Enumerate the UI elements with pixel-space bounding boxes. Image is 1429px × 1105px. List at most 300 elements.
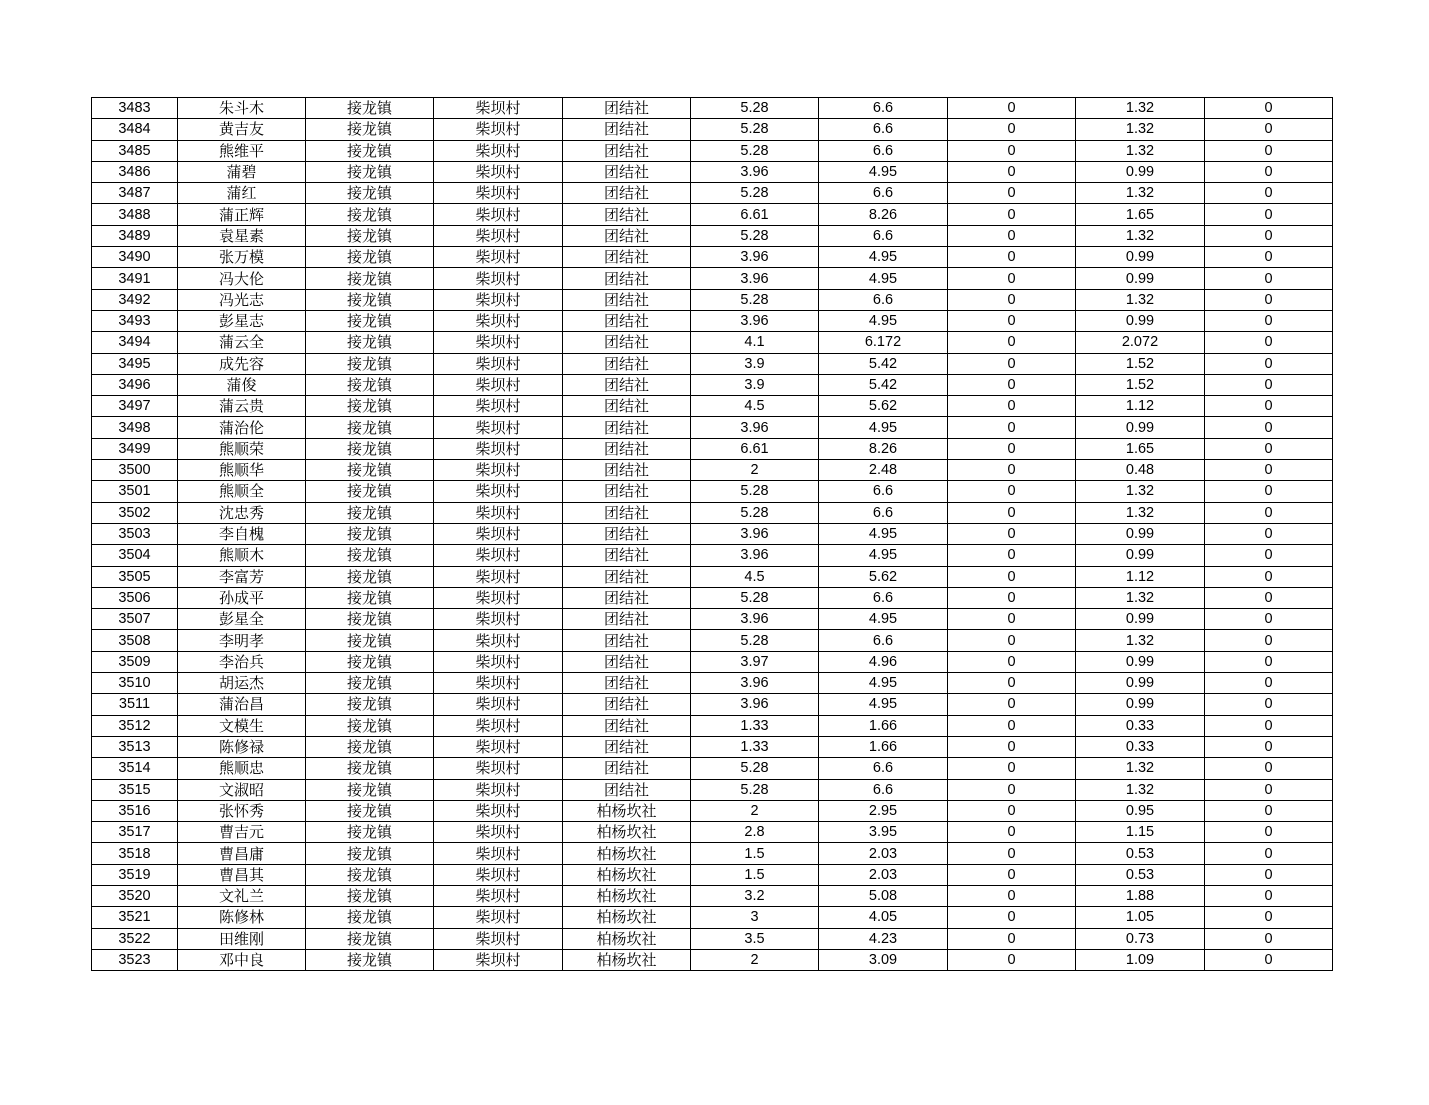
value-1-cell: 2.8 — [691, 822, 819, 843]
name-cell: 彭星志 — [178, 310, 306, 331]
value-2-cell: 2.03 — [819, 843, 948, 864]
table-row — [92, 609, 1333, 630]
value-1-cell: 1.33 — [691, 736, 819, 757]
village-cell: 柴坝村 — [434, 694, 563, 715]
value-4-cell: 1.12 — [1076, 566, 1205, 587]
village-cell: 柴坝村 — [434, 332, 563, 353]
name-cell: 张万模 — [178, 247, 306, 268]
value-5-cell: 0 — [1205, 587, 1333, 608]
village-cell: 柴坝村 — [434, 310, 563, 331]
value-1-cell: 3.96 — [691, 417, 819, 438]
value-1-cell: 3.2 — [691, 885, 819, 906]
row-id-cell: 3511 — [92, 694, 178, 715]
value-3-cell: 0 — [948, 843, 1076, 864]
group-cell: 柏杨坎社 — [563, 928, 691, 949]
town-cell: 接龙镇 — [306, 928, 434, 949]
group-cell: 柏杨坎社 — [563, 843, 691, 864]
town-cell: 接龙镇 — [306, 673, 434, 694]
value-4-cell: 0.99 — [1076, 609, 1205, 630]
row-id-cell: 3505 — [92, 566, 178, 587]
name-cell: 沈忠秀 — [178, 502, 306, 523]
town-cell: 接龙镇 — [306, 310, 434, 331]
value-4-cell: 1.32 — [1076, 587, 1205, 608]
value-5-cell: 0 — [1205, 630, 1333, 651]
town-cell: 接龙镇 — [306, 587, 434, 608]
value-5-cell: 0 — [1205, 353, 1333, 374]
row-id-cell: 3493 — [92, 310, 178, 331]
value-3-cell: 0 — [948, 864, 1076, 885]
row-id-cell: 3488 — [92, 204, 178, 225]
town-cell: 接龙镇 — [306, 800, 434, 821]
name-cell: 朱斗木 — [178, 98, 306, 119]
value-2-cell: 4.95 — [819, 268, 948, 289]
value-1-cell: 3.9 — [691, 353, 819, 374]
row-id-cell: 3515 — [92, 779, 178, 800]
village-cell: 柴坝村 — [434, 119, 563, 140]
table-row — [92, 417, 1333, 438]
value-5-cell: 0 — [1205, 822, 1333, 843]
value-1-cell: 3.96 — [691, 247, 819, 268]
value-1-cell: 2 — [691, 800, 819, 821]
value-2-cell: 8.26 — [819, 438, 948, 459]
row-id-cell: 3516 — [92, 800, 178, 821]
value-3-cell: 0 — [948, 907, 1076, 928]
row-id-cell: 3519 — [92, 864, 178, 885]
value-2-cell: 4.95 — [819, 161, 948, 182]
town-cell: 接龙镇 — [306, 140, 434, 161]
table-row — [92, 98, 1333, 119]
value-2-cell: 4.96 — [819, 651, 948, 672]
value-2-cell: 6.6 — [819, 98, 948, 119]
group-cell: 团结社 — [563, 438, 691, 459]
row-id-cell: 3492 — [92, 289, 178, 310]
name-cell: 黄吉友 — [178, 119, 306, 140]
group-cell: 柏杨坎社 — [563, 907, 691, 928]
group-cell: 团结社 — [563, 374, 691, 395]
name-cell: 田维刚 — [178, 928, 306, 949]
table-row — [92, 779, 1333, 800]
value-5-cell: 0 — [1205, 864, 1333, 885]
name-cell: 成先容 — [178, 353, 306, 374]
name-cell: 李明孝 — [178, 630, 306, 651]
name-cell: 曹昌庸 — [178, 843, 306, 864]
name-cell: 文淑昭 — [178, 779, 306, 800]
table-row — [92, 885, 1333, 906]
value-2-cell: 4.95 — [819, 247, 948, 268]
name-cell: 熊顺华 — [178, 460, 306, 481]
table-row — [92, 460, 1333, 481]
value-2-cell: 6.172 — [819, 332, 948, 353]
value-3-cell: 0 — [948, 694, 1076, 715]
row-id-cell: 3504 — [92, 545, 178, 566]
value-3-cell: 0 — [948, 609, 1076, 630]
town-cell: 接龙镇 — [306, 247, 434, 268]
value-2-cell: 6.6 — [819, 758, 948, 779]
name-cell: 李治兵 — [178, 651, 306, 672]
value-5-cell: 0 — [1205, 161, 1333, 182]
row-id-cell: 3510 — [92, 673, 178, 694]
village-cell: 柴坝村 — [434, 353, 563, 374]
town-cell: 接龙镇 — [306, 694, 434, 715]
group-cell: 团结社 — [563, 140, 691, 161]
group-cell: 团结社 — [563, 566, 691, 587]
value-3-cell: 0 — [948, 161, 1076, 182]
value-3-cell: 0 — [948, 98, 1076, 119]
value-1-cell: 5.28 — [691, 758, 819, 779]
table-row — [92, 332, 1333, 353]
row-id-cell: 3490 — [92, 247, 178, 268]
value-5-cell: 0 — [1205, 843, 1333, 864]
name-cell: 熊顺忠 — [178, 758, 306, 779]
group-cell: 团结社 — [563, 758, 691, 779]
group-cell: 团结社 — [563, 183, 691, 204]
value-4-cell: 0.53 — [1076, 843, 1205, 864]
value-1-cell: 1.5 — [691, 864, 819, 885]
value-5-cell: 0 — [1205, 140, 1333, 161]
name-cell: 曹昌其 — [178, 864, 306, 885]
value-1-cell: 3.96 — [691, 545, 819, 566]
value-5-cell: 0 — [1205, 417, 1333, 438]
value-4-cell: 1.32 — [1076, 140, 1205, 161]
name-cell: 熊维平 — [178, 140, 306, 161]
village-cell: 柴坝村 — [434, 523, 563, 544]
value-5-cell: 0 — [1205, 247, 1333, 268]
table-row — [92, 268, 1333, 289]
value-3-cell: 0 — [948, 481, 1076, 502]
table-row — [92, 289, 1333, 310]
value-1-cell: 4.1 — [691, 332, 819, 353]
table-row — [92, 140, 1333, 161]
value-3-cell: 0 — [948, 949, 1076, 970]
value-1-cell: 5.28 — [691, 481, 819, 502]
group-cell: 团结社 — [563, 268, 691, 289]
value-5-cell: 0 — [1205, 438, 1333, 459]
value-3-cell: 0 — [948, 119, 1076, 140]
row-id-cell: 3502 — [92, 502, 178, 523]
value-3-cell: 0 — [948, 417, 1076, 438]
village-cell: 柴坝村 — [434, 438, 563, 459]
row-id-cell: 3491 — [92, 268, 178, 289]
row-id-cell: 3509 — [92, 651, 178, 672]
town-cell: 接龙镇 — [306, 460, 434, 481]
village-cell: 柴坝村 — [434, 736, 563, 757]
group-cell: 团结社 — [563, 502, 691, 523]
value-4-cell: 0.99 — [1076, 651, 1205, 672]
name-cell: 蒲红 — [178, 183, 306, 204]
table-row — [92, 183, 1333, 204]
value-5-cell: 0 — [1205, 204, 1333, 225]
value-5-cell: 0 — [1205, 907, 1333, 928]
town-cell: 接龙镇 — [306, 736, 434, 757]
name-cell: 李自槐 — [178, 523, 306, 544]
group-cell: 团结社 — [563, 523, 691, 544]
group-cell: 团结社 — [563, 310, 691, 331]
value-3-cell: 0 — [948, 630, 1076, 651]
row-id-cell: 3485 — [92, 140, 178, 161]
value-3-cell: 0 — [948, 736, 1076, 757]
value-2-cell: 4.95 — [819, 545, 948, 566]
name-cell: 彭星全 — [178, 609, 306, 630]
village-cell: 柴坝村 — [434, 460, 563, 481]
name-cell: 蒲俊 — [178, 374, 306, 395]
table-row — [92, 843, 1333, 864]
value-2-cell: 6.6 — [819, 502, 948, 523]
value-4-cell: 1.88 — [1076, 885, 1205, 906]
village-cell: 柴坝村 — [434, 140, 563, 161]
value-1-cell: 5.28 — [691, 119, 819, 140]
value-5-cell: 0 — [1205, 225, 1333, 246]
row-id-cell: 3487 — [92, 183, 178, 204]
value-1-cell: 5.28 — [691, 140, 819, 161]
value-4-cell: 0.53 — [1076, 864, 1205, 885]
table-row — [92, 161, 1333, 182]
value-5-cell: 0 — [1205, 289, 1333, 310]
village-cell: 柴坝村 — [434, 545, 563, 566]
row-id-cell: 3494 — [92, 332, 178, 353]
name-cell: 文礼兰 — [178, 885, 306, 906]
value-1-cell: 3.96 — [691, 609, 819, 630]
value-5-cell: 0 — [1205, 396, 1333, 417]
value-1-cell: 5.28 — [691, 225, 819, 246]
value-5-cell: 0 — [1205, 119, 1333, 140]
value-2-cell: 6.6 — [819, 225, 948, 246]
value-3-cell: 0 — [948, 438, 1076, 459]
group-cell: 团结社 — [563, 417, 691, 438]
table-row — [92, 864, 1333, 885]
value-2-cell: 2.48 — [819, 460, 948, 481]
group-cell: 团结社 — [563, 609, 691, 630]
value-4-cell: 0.48 — [1076, 460, 1205, 481]
table-row — [92, 758, 1333, 779]
value-3-cell: 0 — [948, 332, 1076, 353]
row-id-cell: 3483 — [92, 98, 178, 119]
row-id-cell: 3500 — [92, 460, 178, 481]
value-1-cell: 3.5 — [691, 928, 819, 949]
table-row — [92, 928, 1333, 949]
village-cell: 柴坝村 — [434, 673, 563, 694]
name-cell: 熊顺全 — [178, 481, 306, 502]
value-4-cell: 1.32 — [1076, 98, 1205, 119]
village-cell: 柴坝村 — [434, 630, 563, 651]
table-row — [92, 119, 1333, 140]
value-1-cell: 3.96 — [691, 694, 819, 715]
value-2-cell: 4.95 — [819, 310, 948, 331]
row-id-cell: 3521 — [92, 907, 178, 928]
row-id-cell: 3517 — [92, 822, 178, 843]
value-5-cell: 0 — [1205, 651, 1333, 672]
table-row — [92, 247, 1333, 268]
value-3-cell: 0 — [948, 502, 1076, 523]
table-row — [92, 694, 1333, 715]
row-id-cell: 3495 — [92, 353, 178, 374]
row-id-cell: 3512 — [92, 715, 178, 736]
town-cell: 接龙镇 — [306, 758, 434, 779]
value-1-cell: 2 — [691, 949, 819, 970]
group-cell: 团结社 — [563, 225, 691, 246]
value-5-cell: 0 — [1205, 673, 1333, 694]
value-2-cell: 4.95 — [819, 673, 948, 694]
village-cell: 柴坝村 — [434, 183, 563, 204]
value-1-cell: 5.28 — [691, 779, 819, 800]
table-row — [92, 822, 1333, 843]
value-3-cell: 0 — [948, 587, 1076, 608]
table-row — [92, 502, 1333, 523]
name-cell: 李富芳 — [178, 566, 306, 587]
row-id-cell: 3496 — [92, 374, 178, 395]
table-row — [92, 736, 1333, 757]
town-cell: 接龙镇 — [306, 119, 434, 140]
group-cell: 团结社 — [563, 481, 691, 502]
table-row — [92, 353, 1333, 374]
group-cell: 柏杨坎社 — [563, 800, 691, 821]
town-cell: 接龙镇 — [306, 630, 434, 651]
value-1-cell: 5.28 — [691, 183, 819, 204]
village-cell: 柴坝村 — [434, 587, 563, 608]
town-cell: 接龙镇 — [306, 715, 434, 736]
table-row — [92, 566, 1333, 587]
village-cell: 柴坝村 — [434, 907, 563, 928]
town-cell: 接龙镇 — [306, 864, 434, 885]
value-5-cell: 0 — [1205, 98, 1333, 119]
group-cell: 柏杨坎社 — [563, 822, 691, 843]
value-3-cell: 0 — [948, 225, 1076, 246]
village-cell: 柴坝村 — [434, 566, 563, 587]
table-row — [92, 204, 1333, 225]
value-2-cell: 6.6 — [819, 587, 948, 608]
value-5-cell: 0 — [1205, 949, 1333, 970]
value-3-cell: 0 — [948, 289, 1076, 310]
group-cell: 团结社 — [563, 289, 691, 310]
group-cell: 柏杨坎社 — [563, 949, 691, 970]
value-5-cell: 0 — [1205, 800, 1333, 821]
value-4-cell: 0.33 — [1076, 736, 1205, 757]
value-5-cell: 0 — [1205, 460, 1333, 481]
table-row — [92, 673, 1333, 694]
value-4-cell: 0.73 — [1076, 928, 1205, 949]
value-5-cell: 0 — [1205, 545, 1333, 566]
value-4-cell: 1.52 — [1076, 353, 1205, 374]
value-3-cell: 0 — [948, 758, 1076, 779]
table-row — [92, 310, 1333, 331]
value-4-cell: 0.99 — [1076, 694, 1205, 715]
group-cell: 团结社 — [563, 98, 691, 119]
group-cell: 团结社 — [563, 673, 691, 694]
value-4-cell: 1.32 — [1076, 289, 1205, 310]
value-5-cell: 0 — [1205, 736, 1333, 757]
value-3-cell: 0 — [948, 268, 1076, 289]
group-cell: 团结社 — [563, 545, 691, 566]
table-body — [92, 98, 1333, 971]
value-2-cell: 5.42 — [819, 374, 948, 395]
value-2-cell: 8.26 — [819, 204, 948, 225]
village-cell: 柴坝村 — [434, 374, 563, 395]
value-4-cell: 0.99 — [1076, 545, 1205, 566]
name-cell: 熊顺荣 — [178, 438, 306, 459]
value-3-cell: 0 — [948, 523, 1076, 544]
table-row — [92, 800, 1333, 821]
village-cell: 柴坝村 — [434, 949, 563, 970]
value-2-cell: 5.08 — [819, 885, 948, 906]
town-cell: 接龙镇 — [306, 523, 434, 544]
row-id-cell: 3501 — [92, 481, 178, 502]
name-cell: 张怀秀 — [178, 800, 306, 821]
row-id-cell: 3522 — [92, 928, 178, 949]
town-cell: 接龙镇 — [306, 417, 434, 438]
value-5-cell: 0 — [1205, 609, 1333, 630]
value-3-cell: 0 — [948, 779, 1076, 800]
name-cell: 蒲治昌 — [178, 694, 306, 715]
value-1-cell: 2 — [691, 460, 819, 481]
name-cell: 曹吉元 — [178, 822, 306, 843]
town-cell: 接龙镇 — [306, 885, 434, 906]
value-5-cell: 0 — [1205, 523, 1333, 544]
value-2-cell: 4.95 — [819, 609, 948, 630]
value-3-cell: 0 — [948, 651, 1076, 672]
value-1-cell: 3.96 — [691, 523, 819, 544]
value-1-cell: 3.9 — [691, 374, 819, 395]
value-3-cell: 0 — [948, 885, 1076, 906]
village-cell: 柴坝村 — [434, 758, 563, 779]
value-1-cell: 1.33 — [691, 715, 819, 736]
row-id-cell: 3489 — [92, 225, 178, 246]
town-cell: 接龙镇 — [306, 843, 434, 864]
value-4-cell: 0.33 — [1076, 715, 1205, 736]
value-1-cell: 3 — [691, 907, 819, 928]
value-4-cell: 1.32 — [1076, 779, 1205, 800]
name-cell: 孙成平 — [178, 587, 306, 608]
row-id-cell: 3503 — [92, 523, 178, 544]
value-5-cell: 0 — [1205, 502, 1333, 523]
value-4-cell: 1.52 — [1076, 374, 1205, 395]
value-2-cell: 3.95 — [819, 822, 948, 843]
value-3-cell: 0 — [948, 353, 1076, 374]
value-2-cell: 6.6 — [819, 779, 948, 800]
village-cell: 柴坝村 — [434, 502, 563, 523]
village-cell: 柴坝村 — [434, 247, 563, 268]
name-cell: 邓中良 — [178, 949, 306, 970]
value-2-cell: 6.6 — [819, 183, 948, 204]
row-id-cell: 3499 — [92, 438, 178, 459]
group-cell: 团结社 — [563, 694, 691, 715]
table-row — [92, 396, 1333, 417]
town-cell: 接龙镇 — [306, 353, 434, 374]
value-2-cell: 4.95 — [819, 523, 948, 544]
village-cell: 柴坝村 — [434, 843, 563, 864]
value-3-cell: 0 — [948, 800, 1076, 821]
group-cell: 团结社 — [563, 332, 691, 353]
town-cell: 接龙镇 — [306, 438, 434, 459]
value-1-cell: 4.5 — [691, 566, 819, 587]
town-cell: 接龙镇 — [306, 609, 434, 630]
value-1-cell: 4.5 — [691, 396, 819, 417]
value-2-cell: 5.62 — [819, 566, 948, 587]
town-cell: 接龙镇 — [306, 566, 434, 587]
value-2-cell: 4.23 — [819, 928, 948, 949]
value-5-cell: 0 — [1205, 268, 1333, 289]
village-cell: 柴坝村 — [434, 289, 563, 310]
group-cell: 团结社 — [563, 247, 691, 268]
group-cell: 团结社 — [563, 736, 691, 757]
name-cell: 蒲治伦 — [178, 417, 306, 438]
value-1-cell: 3.96 — [691, 673, 819, 694]
table-row — [92, 715, 1333, 736]
value-5-cell: 0 — [1205, 694, 1333, 715]
row-id-cell: 3518 — [92, 843, 178, 864]
value-2-cell: 6.6 — [819, 630, 948, 651]
value-1-cell: 3.96 — [691, 161, 819, 182]
value-4-cell: 1.32 — [1076, 630, 1205, 651]
village-cell: 柴坝村 — [434, 864, 563, 885]
